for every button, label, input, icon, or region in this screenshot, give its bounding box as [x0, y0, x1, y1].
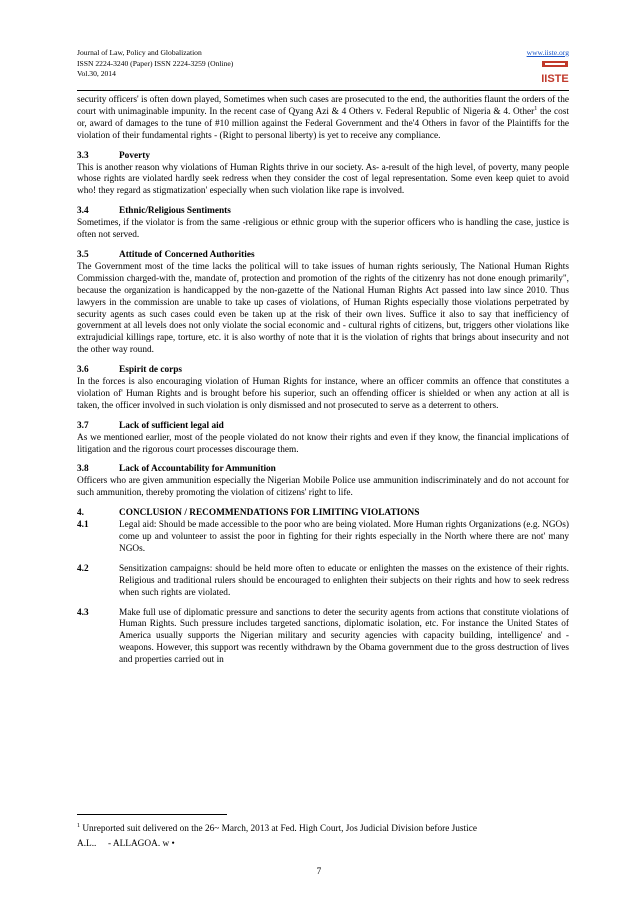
journal-header: [77, 48, 233, 80]
recommendation-item: 4.3 Make full use of diplomatic pressure and sanctions to deter the security agents from actions that constitute violations of Human Rights. Such pressure includes targeted sanctions, diplomatic isolation, etc. For instance the United States of America usually supports the Nigerian military and security agencies with capacity building, intelligence' and - weapons. However, this support was recently withdrawn by the Obama government due to the gross destruction of lives and properties carried out in: [77, 607, 569, 666]
intro-paragraph: security officers' is often down played, Sometimes when such cases are prosecuted to the end, the authorities flaunt the orders of the court with unimaginable impunity. In the recent case of Qyang Azi & 4 Others v. Federal Republic of Nigeria & 4. Other$^1$ the cost or, award of damages to the tune of #10 million against the Federal Government and the'4 Others in favor of the Plaintiffs for the violation of their fundamental rights - (Right to personal liberty) is yet to receive any compliance.: [77, 95, 569, 141]
section-3-6: [77, 365, 569, 413]
section-3-4: [77, 206, 569, 242]
section-heading: 3.3 Poverty: [77, 150, 150, 161]
section-text: This is another reason why violations of Human Rights thrive in our society. As- a-result of the high level, of poverty, many people whose rights are violated hardly seek redress when they consider the cost of legal representation. Some even keep quiet to avoid who! they regard as stigmatization' especially when such violation like rape is involved.: [77, 162, 569, 197]
section-heading: 3.6 Espirit de corps: [77, 365, 183, 376]
header-rule: [77, 90, 569, 91]
section-heading: 3.5 Attitude of Concerned Authorities: [77, 249, 255, 260]
footnote-line-1: $^1$ Unreported suit delivered on the 26~ March, 2013 at Fed. High Court, Jos Judicial Division before Justice: [77, 822, 477, 834]
section-text: In the forces is also encouraging violation of Human Rights for instance, where an officer commits an offence that constitutes a violation of' Human Rights and is brought before his superior, such an offending officer is shielded or when any action at all is taken, the officer involved in such violation is only dismissed and not prosecuted to serve as a deterrent to others.: [77, 377, 569, 411]
section-3-8: [77, 464, 569, 500]
article-body: [77, 95, 569, 667]
volume-line: Vol.30, 2014: [77, 69, 116, 78]
footnote-line-2: A.L.. - ALLAGOA. w •: [77, 839, 175, 849]
footnote-mark: 1: [77, 822, 80, 829]
conclusion-heading: 4. CONCLUSION / RECOMMENDATIONS FOR LIMITING VIOLATIONS: [77, 508, 420, 519]
page-number: 7: [316, 867, 322, 877]
section-text: As we mentioned earlier, most of the people violated do not know their rights and even if they know, the financial implications of litigation and the rigorous court processes discourage them.: [77, 432, 569, 455]
iiste-logo-text: IISTE: [541, 73, 569, 85]
section-3-3: [77, 151, 569, 199]
section-text: The Government most of the time lacks the political will to take issues of human rights seriously, The National Human Rights Commission charged-with the, mandate of, protection and promotion of the rights of the citizenry has not done enough primarily", because the organization is handicapped by the non-gazette of the National Human Rights Act passed into law since 2010. Thus lawyers in the commission are unable to take up cases of violations, of Human Rights especially those violations perpetrated by security agents as such cases could even be taken up at the risk of their own lives. Suffice it also to say that inefficiency of government at all levels does not only violate the social economic and - cultural rights of citizens, but, triggers other violations like extrajudicial killings rape, torture, etc. it is also worthy of note that it is the violation of rights that brings about insecurity and not the other way round.: [77, 261, 569, 356]
section-text: Officers who are given ammunition especially the Nigerian Mobile Police use ammunition indiscriminately and do not account for such ammunition, thereby promoting the violation of citizens' right to life.: [77, 476, 569, 499]
section-heading: 3.7 Lack of sufficient legal aid: [77, 420, 224, 431]
section-3-5: [77, 250, 569, 357]
footnote-ref[interactable]: 1: [534, 105, 538, 112]
journal-url-link[interactable]: www.iiste.org: [526, 48, 569, 57]
recommendation-item: 4.1 Legal aid: Should be made accessible to the poor who are being violated. More Human rights Organizations (e.g. NGOs) come up and volunteer to assist the poor in fighting for their rights especially in the North where there are not' many NGOs.: [77, 520, 569, 554]
issn-line: ISSN 2224-3240 (Paper) ISSN 2224-3259 (Online): [77, 58, 234, 68]
footnote: [77, 822, 569, 852]
section-heading: 3.8 Lack of Accountability for Ammunition: [77, 464, 276, 475]
section-3-7: [77, 421, 569, 457]
iiste-logo: [540, 60, 570, 86]
recommendation-item: 4.2 Sensitization campaigns: should be held more often to educate or enlighten the masses on the existence of their rights. Religious and traditional rulers should be encouraged to enlighten their subjects on their rights and how to seek redress when such rights are violated.: [77, 563, 569, 598]
journal-name: Journal of Law, Policy and Globalization: [77, 48, 202, 57]
section-4-conclusion: [77, 508, 569, 667]
section-text: Sometimes, if the violator is from the same -religious or ethnic group with the superior officers who is handling the case, justice is often not served.: [77, 218, 569, 241]
footnote-rule: [77, 814, 227, 815]
section-heading: 3.4 Ethnic/Religious Sentiments: [77, 206, 231, 217]
